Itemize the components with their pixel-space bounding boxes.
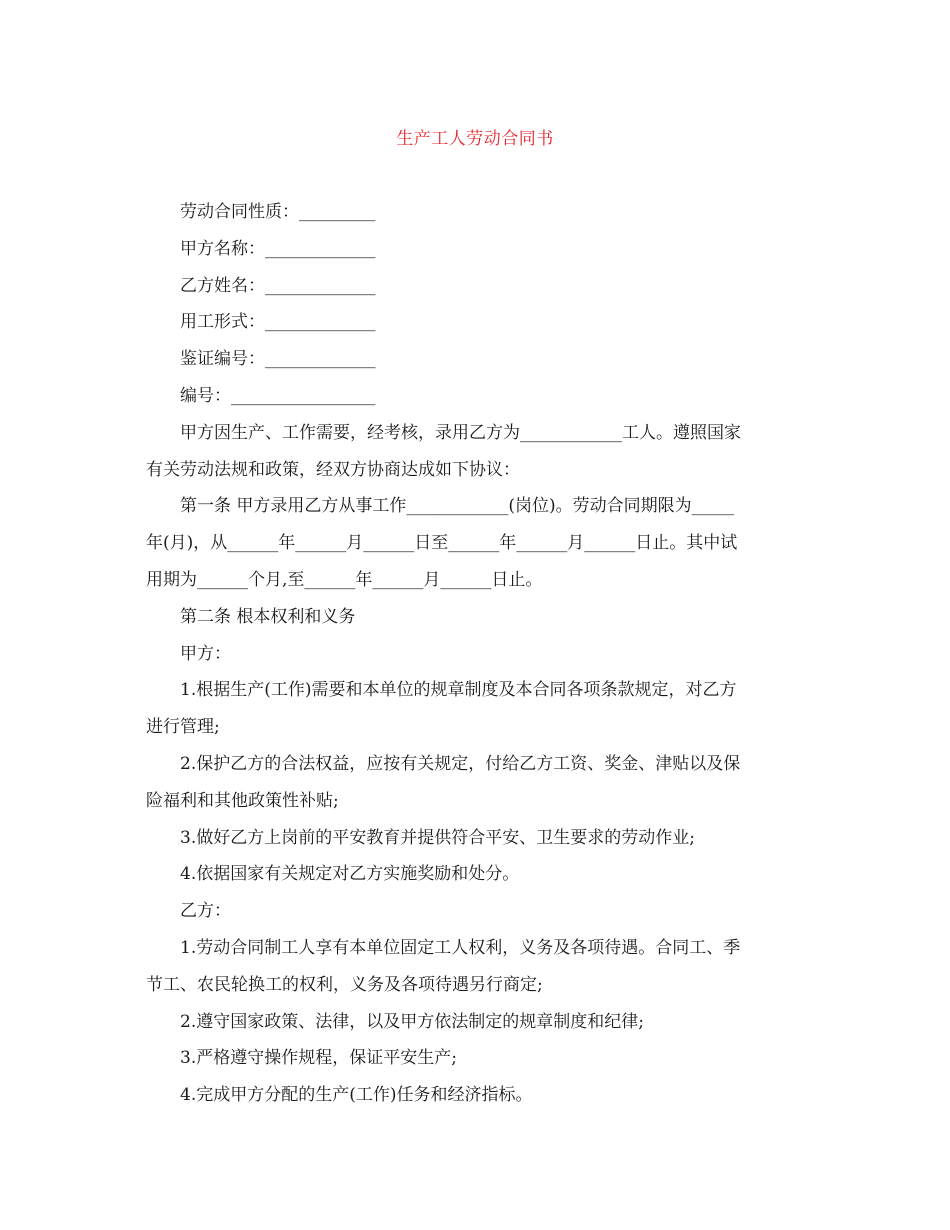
party-a-heading: 甲方： — [180, 643, 231, 664]
party-b-item: 4.完成甲方分配的生产(工作)任务和经济指标。 — [180, 1085, 533, 1106]
party-a-item-continuation: 险福利和其他政策性补贴; — [146, 790, 339, 811]
article-1-line: 年(月)，从______年______月______日至______年______月______日止。其中试 — [146, 533, 738, 554]
field-employment-form — [146, 304, 806, 341]
party-a-item: 4.依据国家有关规定对乙方实施奖励和处分。 — [180, 864, 520, 885]
field-label: 用工形式： — [180, 312, 265, 333]
document-title: 生产工人劳动合同书 — [396, 129, 554, 149]
field-blank: _____________ — [265, 275, 376, 296]
field-label: 鉴证编号： — [180, 349, 265, 370]
party-a-item: 3.做好乙方上岗前的平安教育并提供符合平安、卫生要求的劳动作业; — [180, 827, 695, 848]
field-number — [146, 378, 806, 415]
party-b-heading: 乙方： — [180, 901, 231, 922]
field-contract-nature — [146, 194, 806, 231]
party-a-item-continuation: 进行管理; — [146, 717, 220, 738]
field-blank: _________ — [299, 202, 376, 222]
field-blank: _________________ — [231, 385, 376, 406]
intro-paragraph-line: 有关劳动法规和政策，经双方协商达成如下协议： — [146, 459, 520, 480]
article-2-heading: 第二条 根本权利和义务 — [180, 606, 356, 627]
field-label: 编号： — [180, 385, 231, 406]
party-a-item: 1.根据生产(工作)需要和本单位的规章制度及本合同各项条款规定，对乙方 — [180, 680, 737, 701]
party-b-item-continuation: 节工、农民轮换工的权利，义务及各项待遇另行商定; — [146, 974, 543, 995]
field-blank: _____________ — [265, 238, 376, 259]
party-b-item: 2.遵守国家政策、法律，以及甲方依法制定的规章制度和纪律; — [180, 1011, 644, 1032]
field-label: 劳动合同性质： — [180, 202, 299, 222]
field-party-a-name — [146, 231, 806, 268]
intro-paragraph-line: 甲方因生产、工作需要，经考核，录用乙方为____________工人。遵照国家 — [180, 422, 741, 443]
article-1-line: 用期为______个月,至______年______月______日止。 — [146, 569, 543, 590]
field-blank: _____________ — [265, 349, 376, 370]
party-a-item: 2.保护乙方的合法权益，应按有关规定，付给乙方工资、奖金、津贴以及保 — [180, 753, 741, 774]
party-b-item: 1.劳动合同制工人享有本单位固定工人权利，义务及各项待遇。合同工、季 — [180, 937, 741, 958]
field-verification-number — [146, 341, 806, 378]
field-party-b-name — [146, 268, 806, 305]
field-label: 甲方名称： — [180, 238, 265, 259]
field-label: 乙方姓名： — [180, 275, 265, 296]
field-blank: _____________ — [265, 312, 376, 333]
party-b-item: 3.严格遵守操作规程，保证平安生产; — [180, 1048, 457, 1069]
document-body — [146, 194, 806, 1114]
article-1-line: 第一条 甲方录用乙方从事工作____________(岗位)。劳动合同期限为_____ — [180, 496, 735, 517]
